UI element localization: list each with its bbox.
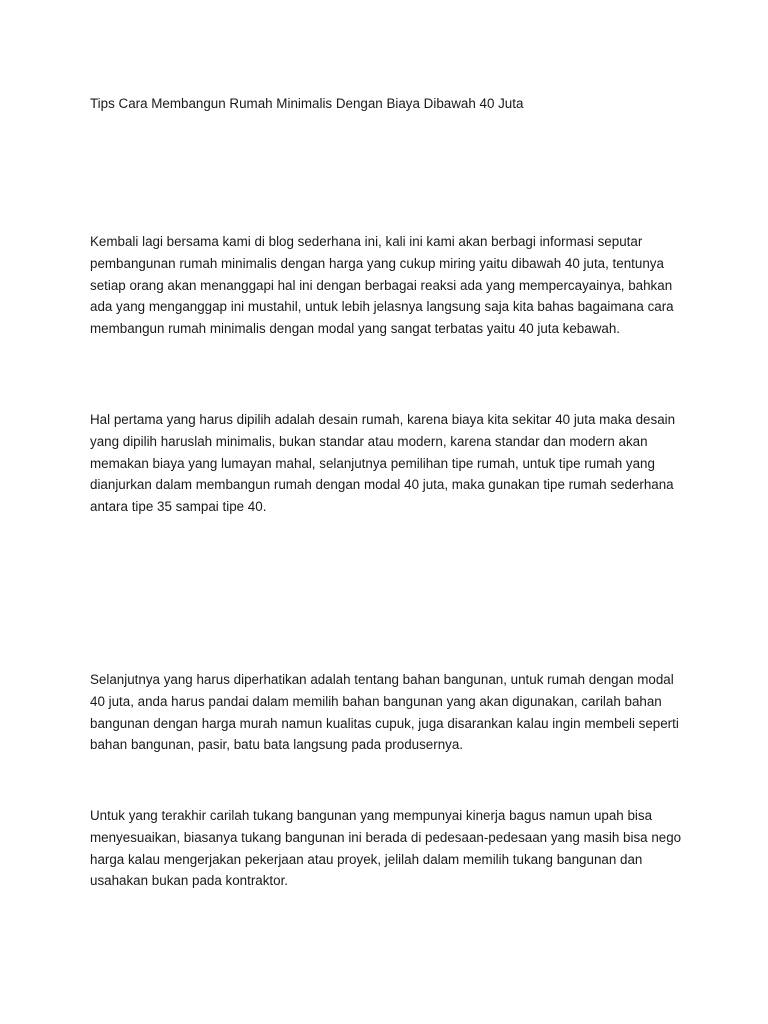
paragraph-builders: Untuk yang terakhir carilah tukang bangunan yang mempunyai kinerja bagus namun upah bisa menyesuaikan, biasanya tukang bangunan ini berada di pedesaan-pedesaan yang masih bisa nego harga kalau mengerjakan pekerjaan atau proyek, jelilah dalam memilih tukang bangunan dan usahakan bukan pada kontraktor. [90, 808, 682, 889]
paragraph-materials: Selanjutnya yang harus diperhatikan adalah tentang bahan bangunan, untuk rumah dengan modal 40 juta, anda harus pandai dalam memilih bahan bangunan yang akan digunakan, carilah bahan bangunan dengan harga murah namun kualitas cupuk, juga disarankan kalau ingin membeli seperti bahan bangunan, pasir, batu bata langsung pada produsernya. [90, 672, 679, 753]
document-title: Tips Cara Membangun Rumah Minimalis Dengan Biaya Dibawah 40 Juta [90, 96, 524, 111]
paragraph-design: Hal pertama yang harus dipilih adalah desain rumah, karena biaya kita sekitar 40 juta maka desain yang dipilih haruslah minimalis, bukan standar atau modern, karena standar dan modern akan memakan biaya yang lumayan mahal, selanjutnya pemilihan tipe rumah, untuk tipe rumah yang dianjurkan dalam membangun rumah dengan modal 40 juta, maka gunakan tipe rumah sederhana antara tipe 35 sampai tipe 40. [90, 412, 676, 515]
paragraph-intro: Kembali lagi bersama kami di blog sederhana ini, kali ini kami akan berbagi informasi seputar pembangunan rumah minimalis dengan harga yang cukup miring yaitu dibawah 40 juta, tentunya setiap orang akan menanggapi hal ini dengan berbagai reaksi ada yang mempercayainya, bahkan ada yang menganggap ini mustahil, untuk lebih jelasnya langsung saja kita bahas bagaimana cara membangun rumah minimalis dengan modal yang sangat terbatas yaitu 40 juta kebawah. [90, 234, 674, 337]
